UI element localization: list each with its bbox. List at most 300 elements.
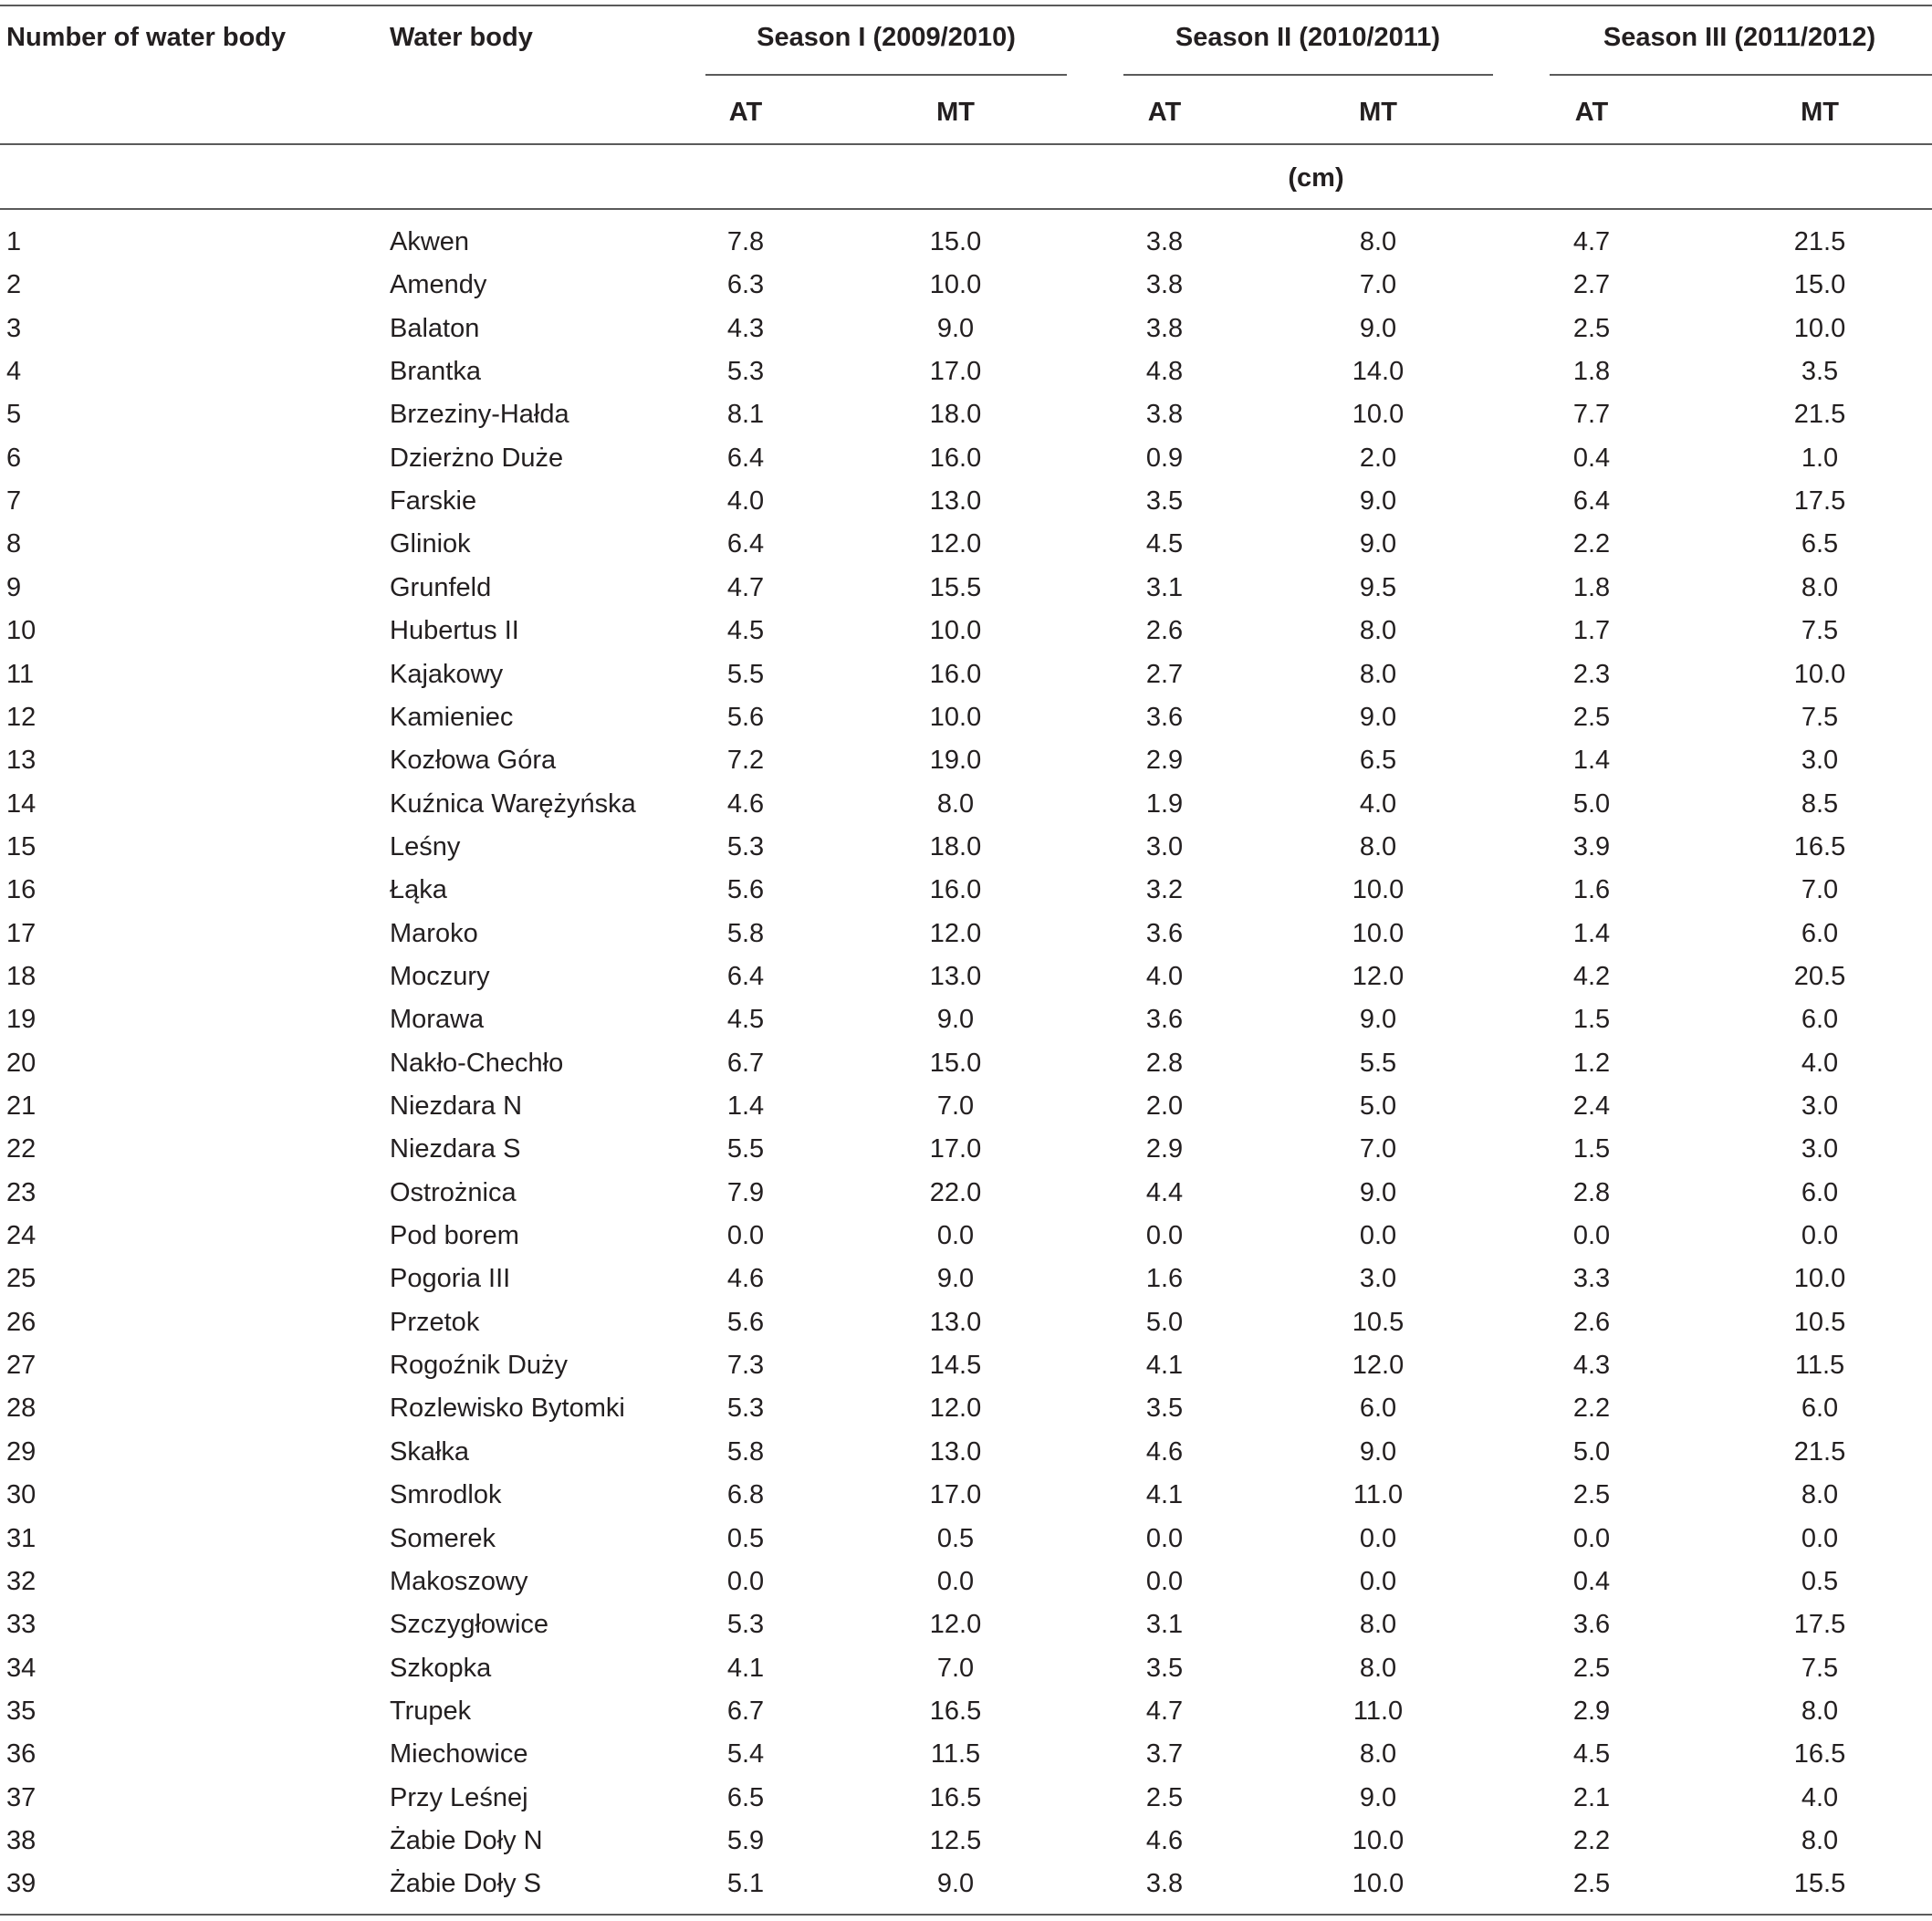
row-s3-mt: 21.5 [1793, 1437, 1846, 1467]
row-s2-at: 3.1 [1145, 573, 1184, 602]
row-s2-at: 4.7 [1145, 1697, 1184, 1726]
row-s3-mt: 10.0 [1793, 1264, 1846, 1293]
row-s3-mt: 6.0 [1801, 1394, 1839, 1423]
row-s2-mt: 7.0 [1359, 270, 1397, 299]
row-number: 7 [6, 486, 22, 516]
row-s1-at: 5.8 [726, 1437, 765, 1467]
row-s2-at: 5.0 [1145, 1308, 1184, 1337]
row-number: 25 [6, 1264, 37, 1293]
row-water-body: Szkopka [390, 1654, 492, 1683]
row-s1-mt: 9.0 [936, 1264, 975, 1293]
row-s2-mt: 8.0 [1359, 1610, 1397, 1639]
row-s3-mt: 10.0 [1793, 660, 1846, 689]
row-water-body: Kajakowy [390, 660, 504, 689]
row-number: 27 [6, 1351, 37, 1380]
row-s3-at: 2.5 [1572, 1480, 1611, 1509]
row-number: 9 [6, 573, 22, 602]
row-s3-at: 2.8 [1572, 1178, 1611, 1207]
row-s3-mt: 10.0 [1793, 314, 1846, 343]
row-water-body: Kozłowa Góra [390, 746, 557, 775]
row-s2-mt: 10.5 [1352, 1308, 1405, 1337]
row-water-body: Żabie Doły N [390, 1826, 543, 1855]
row-number: 26 [6, 1308, 37, 1337]
row-s3-at: 1.5 [1572, 1134, 1611, 1164]
row-s1-at: 0.0 [726, 1567, 765, 1596]
row-s1-mt: 16.5 [929, 1697, 982, 1726]
row-s3-mt: 10.5 [1793, 1308, 1846, 1337]
row-s2-at: 0.0 [1145, 1567, 1184, 1596]
row-s3-mt: 21.5 [1793, 227, 1846, 256]
row-s2-at: 1.9 [1145, 789, 1184, 819]
row-number: 22 [6, 1134, 37, 1164]
row-number: 20 [6, 1049, 37, 1078]
row-s2-mt: 9.0 [1359, 1437, 1397, 1467]
header-season-1: Season I (2009/2010) [757, 23, 1016, 52]
row-number: 31 [6, 1524, 37, 1553]
row-water-body: Nakło-Chechło [390, 1049, 564, 1078]
row-s2-at: 2.0 [1145, 1091, 1184, 1121]
row-s1-mt: 17.0 [929, 1480, 982, 1509]
row-s1-mt: 16.0 [929, 660, 982, 689]
row-number: 39 [6, 1869, 37, 1898]
row-number: 33 [6, 1610, 37, 1639]
header-season-2: Season II (2010/2011) [1175, 23, 1441, 52]
row-s2-mt: 10.0 [1352, 1826, 1405, 1855]
header-unit: (cm) [1288, 163, 1344, 193]
row-s1-at: 0.0 [726, 1221, 765, 1250]
row-s2-at: 2.7 [1145, 660, 1184, 689]
row-s1-at: 5.6 [726, 875, 765, 904]
row-number: 23 [6, 1178, 37, 1207]
row-s1-mt: 0.5 [936, 1524, 975, 1553]
row-s1-mt: 10.0 [929, 270, 982, 299]
row-s3-at: 0.0 [1572, 1524, 1611, 1553]
row-s2-mt: 12.0 [1352, 1351, 1405, 1380]
row-s2-at: 2.8 [1145, 1049, 1184, 1078]
row-number: 11 [6, 660, 35, 689]
row-s1-at: 6.3 [726, 270, 765, 299]
row-water-body: Maroko [390, 919, 478, 948]
row-water-body: Kamieniec [390, 703, 514, 732]
row-s2-mt: 0.0 [1359, 1221, 1397, 1250]
row-s2-mt: 0.0 [1359, 1524, 1397, 1553]
row-water-body: Łąka [390, 875, 447, 904]
row-water-body: Balaton [390, 314, 480, 343]
row-s2-mt: 11.0 [1352, 1697, 1404, 1726]
row-s2-mt: 10.0 [1352, 400, 1405, 429]
row-s2-mt: 8.0 [1359, 1739, 1397, 1769]
row-s1-at: 1.4 [726, 1091, 765, 1121]
row-s2-mt: 9.0 [1359, 703, 1397, 732]
row-s2-at: 0.0 [1145, 1524, 1184, 1553]
row-water-body: Farskie [390, 486, 477, 516]
row-s3-at: 2.5 [1572, 314, 1611, 343]
row-s1-at: 5.1 [726, 1869, 765, 1898]
row-s3-at: 2.6 [1572, 1308, 1611, 1337]
row-s3-mt: 6.0 [1801, 1005, 1839, 1034]
row-s3-mt: 1.0 [1801, 444, 1839, 473]
row-water-body: Smrodlok [390, 1480, 502, 1509]
row-s2-at: 3.0 [1145, 832, 1184, 861]
row-number: 16 [6, 875, 37, 904]
row-number: 21 [6, 1091, 37, 1121]
row-s3-at: 1.8 [1572, 357, 1611, 386]
row-s1-at: 6.4 [726, 444, 765, 473]
row-s2-at: 3.7 [1145, 1739, 1184, 1769]
row-s2-at: 2.6 [1145, 616, 1184, 645]
row-s1-mt: 12.0 [929, 1610, 982, 1639]
row-s2-mt: 0.0 [1359, 1567, 1397, 1596]
row-water-body: Brantka [390, 357, 481, 386]
row-water-body: Pogoria III [390, 1264, 511, 1293]
row-water-body: Hubertus II [390, 616, 519, 645]
unit-rule [0, 208, 1932, 210]
row-s1-mt: 12.0 [929, 919, 982, 948]
row-s1-mt: 15.0 [929, 1049, 982, 1078]
header-s3-mt: MT [1801, 98, 1839, 127]
row-s2-at: 4.0 [1145, 962, 1184, 991]
row-s3-at: 2.1 [1572, 1783, 1611, 1812]
row-s2-at: 2.9 [1145, 1134, 1184, 1164]
row-s1-at: 7.9 [726, 1178, 765, 1207]
row-s3-mt: 0.5 [1801, 1567, 1839, 1596]
row-s3-at: 1.7 [1572, 616, 1611, 645]
row-s2-mt: 6.0 [1359, 1394, 1397, 1423]
row-s1-at: 8.1 [726, 400, 765, 429]
row-s2-at: 4.8 [1145, 357, 1184, 386]
row-s2-at: 3.6 [1145, 919, 1184, 948]
row-s3-at: 4.3 [1572, 1351, 1611, 1380]
row-s3-mt: 8.0 [1801, 573, 1839, 602]
row-s3-mt: 6.5 [1801, 529, 1839, 559]
row-s3-mt: 0.0 [1801, 1524, 1839, 1553]
row-s2-mt: 9.0 [1359, 1178, 1397, 1207]
row-s2-at: 3.2 [1145, 875, 1184, 904]
row-s2-at: 0.0 [1145, 1221, 1184, 1250]
row-s3-mt: 4.0 [1801, 1783, 1839, 1812]
row-s2-at: 4.1 [1145, 1480, 1184, 1509]
row-s3-at: 4.5 [1572, 1739, 1611, 1769]
row-s3-mt: 17.5 [1793, 486, 1846, 516]
season-1-rule [705, 74, 1067, 76]
row-s1-mt: 9.0 [936, 1869, 975, 1898]
row-water-body: Pod borem [390, 1221, 519, 1250]
row-s1-at: 6.8 [726, 1480, 765, 1509]
row-s2-at: 4.6 [1145, 1437, 1184, 1467]
row-s2-mt: 5.0 [1359, 1091, 1397, 1121]
row-number: 14 [6, 789, 37, 819]
row-s2-at: 4.6 [1145, 1826, 1184, 1855]
row-s1-at: 4.6 [726, 789, 765, 819]
row-s3-mt: 20.5 [1793, 962, 1846, 991]
row-s2-at: 3.6 [1145, 1005, 1184, 1034]
row-s3-at: 5.0 [1572, 1437, 1611, 1467]
row-s2-mt: 9.0 [1359, 1005, 1397, 1034]
row-water-body: Ostrożnica [390, 1178, 517, 1207]
row-s1-mt: 7.0 [936, 1654, 975, 1683]
row-s3-mt: 4.0 [1801, 1049, 1839, 1078]
row-number: 24 [6, 1221, 37, 1250]
row-s3-mt: 3.5 [1801, 357, 1839, 386]
row-s2-mt: 11.0 [1352, 1480, 1404, 1509]
row-s1-at: 4.3 [726, 314, 765, 343]
row-s2-at: 3.8 [1145, 400, 1184, 429]
row-number: 1 [6, 227, 22, 256]
row-water-body: Trupek [390, 1697, 472, 1726]
row-water-body: Przy Leśnej [390, 1783, 528, 1812]
row-s2-at: 3.8 [1145, 1869, 1184, 1898]
row-s1-mt: 0.0 [936, 1567, 975, 1596]
row-s2-mt: 9.0 [1359, 1783, 1397, 1812]
row-s1-mt: 11.5 [930, 1739, 981, 1769]
row-s2-mt: 8.0 [1359, 227, 1397, 256]
row-s1-mt: 0.0 [936, 1221, 975, 1250]
row-s1-at: 4.1 [726, 1654, 765, 1683]
row-s3-mt: 6.0 [1801, 919, 1839, 948]
row-number: 30 [6, 1480, 37, 1509]
row-s3-at: 1.5 [1572, 1005, 1611, 1034]
row-number: 13 [6, 746, 37, 775]
row-water-body: Moczury [390, 962, 490, 991]
row-s1-at: 5.5 [726, 1134, 765, 1164]
row-water-body: Dzierżno Duże [390, 444, 564, 473]
row-s2-at: 3.8 [1145, 270, 1184, 299]
row-s3-mt: 3.0 [1801, 746, 1839, 775]
row-s1-mt: 22.0 [929, 1178, 982, 1207]
row-s2-mt: 9.0 [1359, 314, 1397, 343]
row-s1-mt: 17.0 [929, 357, 982, 386]
row-s3-mt: 7.0 [1801, 875, 1839, 904]
row-s2-at: 3.5 [1145, 1394, 1184, 1423]
row-s3-mt: 15.5 [1793, 1869, 1846, 1898]
row-number: 17 [6, 919, 37, 948]
row-water-body: Niezdara N [390, 1091, 523, 1121]
row-number: 34 [6, 1654, 37, 1683]
row-s2-mt: 7.0 [1359, 1134, 1397, 1164]
row-s3-mt: 16.5 [1793, 1739, 1846, 1769]
row-s3-at: 3.6 [1572, 1610, 1611, 1639]
row-s3-mt: 7.5 [1801, 703, 1839, 732]
row-number: 29 [6, 1437, 37, 1467]
row-s3-mt: 8.0 [1801, 1826, 1839, 1855]
row-number: 32 [6, 1567, 37, 1596]
row-s1-at: 5.3 [726, 832, 765, 861]
header-number: Number of water body [6, 23, 287, 52]
row-s1-at: 4.5 [726, 1005, 765, 1034]
row-s1-at: 7.2 [726, 746, 765, 775]
header-s1-at: AT [728, 98, 763, 127]
row-s3-mt: 15.0 [1793, 270, 1846, 299]
row-s3-at: 4.7 [1572, 227, 1611, 256]
row-s1-mt: 16.0 [929, 444, 982, 473]
row-s3-mt: 6.0 [1801, 1178, 1839, 1207]
row-s1-mt: 16.5 [929, 1783, 982, 1812]
row-water-body: Amendy [390, 270, 487, 299]
row-number: 3 [6, 314, 22, 343]
row-s2-mt: 9.0 [1359, 529, 1397, 559]
row-s3-mt: 17.5 [1793, 1610, 1846, 1639]
row-s3-at: 0.0 [1572, 1221, 1611, 1250]
row-number: 6 [6, 444, 22, 473]
row-s2-mt: 5.5 [1359, 1049, 1397, 1078]
row-s3-at: 5.0 [1572, 789, 1611, 819]
row-water-body: Akwen [390, 227, 470, 256]
row-s1-mt: 9.0 [936, 1005, 975, 1034]
header-water-body: Water body [390, 23, 533, 52]
row-s2-mt: 14.0 [1352, 357, 1405, 386]
row-s3-at: 1.4 [1572, 919, 1611, 948]
row-s1-at: 5.5 [726, 660, 765, 689]
row-s1-mt: 16.0 [929, 875, 982, 904]
row-s3-mt: 21.5 [1793, 400, 1846, 429]
row-number: 10 [6, 616, 37, 645]
row-number: 38 [6, 1826, 37, 1855]
row-s1-at: 6.7 [726, 1697, 765, 1726]
row-s2-mt: 10.0 [1352, 875, 1405, 904]
row-s2-at: 4.1 [1145, 1351, 1184, 1380]
row-s1-mt: 19.0 [929, 746, 982, 775]
row-s2-mt: 9.5 [1359, 573, 1397, 602]
row-s1-at: 5.3 [726, 1394, 765, 1423]
row-s3-mt: 8.0 [1801, 1480, 1839, 1509]
row-s1-mt: 18.0 [929, 400, 982, 429]
row-s3-mt: 16.5 [1793, 832, 1846, 861]
row-s1-mt: 13.0 [929, 962, 982, 991]
row-s2-at: 3.8 [1145, 227, 1184, 256]
season-3-rule [1550, 74, 1932, 76]
row-s2-mt: 8.0 [1359, 660, 1397, 689]
row-number: 15 [6, 832, 37, 861]
row-s1-mt: 10.0 [929, 616, 982, 645]
row-s2-mt: 8.0 [1359, 616, 1397, 645]
row-water-body: Somerek [390, 1524, 496, 1553]
row-s3-at: 2.5 [1572, 1869, 1611, 1898]
row-s3-mt: 3.0 [1801, 1134, 1839, 1164]
row-water-body: Szczygłowice [390, 1610, 549, 1639]
row-number: 8 [6, 529, 22, 559]
header-s2-at: AT [1147, 98, 1182, 127]
row-s2-at: 3.5 [1145, 486, 1184, 516]
row-water-body: Leśny [390, 832, 461, 861]
row-s3-at: 2.5 [1572, 703, 1611, 732]
row-s3-at: 7.7 [1572, 400, 1611, 429]
row-s3-at: 2.2 [1572, 529, 1611, 559]
row-s2-mt: 8.0 [1359, 832, 1397, 861]
row-s3-at: 2.4 [1572, 1091, 1611, 1121]
row-s1-at: 7.8 [726, 227, 765, 256]
row-s1-mt: 18.0 [929, 832, 982, 861]
row-s1-at: 5.6 [726, 703, 765, 732]
row-s1-at: 6.5 [726, 1783, 765, 1812]
row-s3-at: 2.3 [1572, 660, 1611, 689]
row-s2-at: 2.5 [1145, 1783, 1184, 1812]
row-s2-at: 3.1 [1145, 1610, 1184, 1639]
subheader-rule [0, 143, 1932, 145]
row-s1-mt: 12.5 [929, 1826, 982, 1855]
row-number: 37 [6, 1783, 37, 1812]
row-s1-at: 4.0 [726, 486, 765, 516]
row-water-body: Miechowice [390, 1739, 528, 1769]
row-s3-mt: 0.0 [1801, 1221, 1839, 1250]
row-s1-mt: 10.0 [929, 703, 982, 732]
row-water-body: Rozlewisko Bytomki [390, 1394, 625, 1423]
row-s1-at: 5.4 [726, 1739, 765, 1769]
row-s2-mt: 10.0 [1352, 1869, 1405, 1898]
row-s1-mt: 17.0 [929, 1134, 982, 1164]
row-water-body: Gliniok [390, 529, 471, 559]
row-s3-at: 2.9 [1572, 1697, 1611, 1726]
row-s2-mt: 12.0 [1352, 962, 1405, 991]
row-s3-at: 1.6 [1572, 875, 1611, 904]
row-s1-at: 6.4 [726, 529, 765, 559]
row-s2-mt: 3.0 [1359, 1264, 1397, 1293]
row-number: 5 [6, 400, 22, 429]
row-number: 4 [6, 357, 22, 386]
row-s3-at: 6.4 [1572, 486, 1611, 516]
row-s1-at: 6.7 [726, 1049, 765, 1078]
row-s3-at: 2.2 [1572, 1826, 1611, 1855]
row-s1-at: 5.9 [726, 1826, 765, 1855]
row-s1-at: 5.3 [726, 357, 765, 386]
row-s2-mt: 8.0 [1359, 1654, 1397, 1683]
row-s2-at: 3.5 [1145, 1654, 1184, 1683]
row-s3-at: 0.4 [1572, 444, 1611, 473]
row-s1-at: 4.5 [726, 616, 765, 645]
row-s3-mt: 8.5 [1801, 789, 1839, 819]
row-s1-at: 4.7 [726, 573, 765, 602]
row-number: 28 [6, 1394, 37, 1423]
row-s1-at: 5.3 [726, 1610, 765, 1639]
row-s2-mt: 6.5 [1359, 746, 1397, 775]
header-season-3: Season III (2011/2012) [1603, 23, 1876, 52]
row-water-body: Morawa [390, 1005, 485, 1034]
row-s2-at: 3.6 [1145, 703, 1184, 732]
row-s1-mt: 12.0 [929, 529, 982, 559]
row-water-body: Skałka [390, 1437, 470, 1467]
row-number: 35 [6, 1697, 37, 1726]
row-s3-at: 1.8 [1572, 573, 1611, 602]
row-s1-mt: 8.0 [936, 789, 975, 819]
table-top-rule [0, 5, 1932, 6]
row-s2-mt: 2.0 [1359, 444, 1397, 473]
row-number: 2 [6, 270, 22, 299]
row-s2-at: 4.5 [1145, 529, 1184, 559]
header-s3-at: AT [1574, 98, 1609, 127]
row-water-body: Brzeziny-Hałda [390, 400, 569, 429]
row-s3-at: 4.2 [1572, 962, 1611, 991]
row-water-body: Rogoźnik Duży [390, 1351, 569, 1380]
row-s1-mt: 9.0 [936, 314, 975, 343]
row-s2-at: 0.9 [1145, 444, 1184, 473]
row-s1-at: 5.6 [726, 1308, 765, 1337]
row-s1-mt: 15.5 [929, 573, 982, 602]
row-s1-at: 0.5 [726, 1524, 765, 1553]
row-water-body: Makoszowy [390, 1567, 528, 1596]
row-s1-mt: 13.0 [929, 1308, 982, 1337]
row-s1-mt: 13.0 [929, 486, 982, 516]
row-number: 18 [6, 962, 37, 991]
row-s3-at: 1.4 [1572, 746, 1611, 775]
header-s2-mt: MT [1359, 98, 1397, 127]
row-s3-at: 0.4 [1572, 1567, 1611, 1596]
row-water-body: Przetok [390, 1308, 480, 1337]
row-s3-mt: 3.0 [1801, 1091, 1839, 1121]
row-number: 12 [6, 703, 37, 732]
row-water-body: Kuźnica Warężyńska [390, 789, 636, 819]
row-s3-at: 2.5 [1572, 1654, 1611, 1683]
row-s2-mt: 9.0 [1359, 486, 1397, 516]
row-s2-at: 2.9 [1145, 746, 1184, 775]
